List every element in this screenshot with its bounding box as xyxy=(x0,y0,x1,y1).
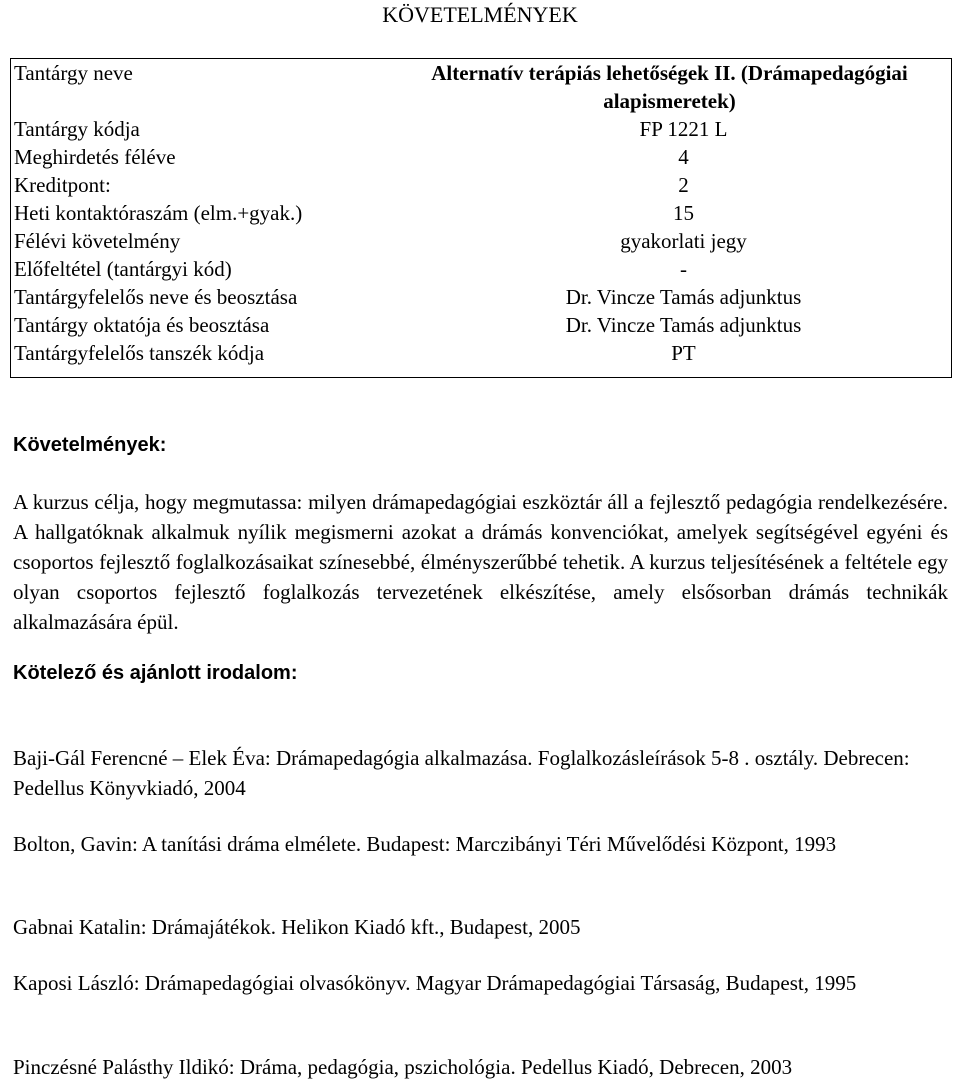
literature-item: Pinczésné Palásthy Ildikó: Dráma, pedagógia, pszichológia. Pedellus Kiadó, Debrecen, 2003 xyxy=(13,1055,793,1079)
page-title: KÖVETELMÉNYEK xyxy=(382,2,578,27)
row-value: FP 1221 L xyxy=(639,117,728,141)
table-row xyxy=(11,199,952,227)
row-value: PT xyxy=(671,341,696,365)
row-label: Előfeltétel (tantárgyi kód) xyxy=(14,257,232,281)
row-label: Kreditpont: xyxy=(14,173,111,197)
row-value: - xyxy=(680,257,687,281)
table-row xyxy=(11,171,952,199)
course-name-value: Alternatív terápiás lehetőségek II. (Drámapedagógiai alapismeretek) xyxy=(431,61,908,113)
literature-item: Gabnai Katalin: Drámajátékok. Helikon Kiadó kft., Budapest, 2005 xyxy=(13,915,581,939)
row-label: Tantárgyfelelős tanszék kódja xyxy=(14,341,265,365)
requirements-text: A kurzus célja, hogy megmutassa: milyen drámapedagógiai eszköztár áll a fejlesztő pedagógia rendelkezésére. A hallgatóknak alkalmuk nyílik megismerni azokat a drámás konvenciókat, amelyek segítségével egyéni és csoportos fejlesztő foglalkozásaikat színesebbé, élményszerűbbé tehetik. A kurzus teljesítésének a feltétele egy olyan csoportos fejlesztő foglalkozás tervezetének elkészítése, amely elsősorban drámás technikák alkalmazására épül. xyxy=(13,490,948,634)
literature-item: Baji-Gál Ferencné – Elek Éva: Drámapedagógia alkalmazása. Foglalkozásleírások 5-8 . osztály. Debrecen: Pedellus Könyvkiadó, 2004 xyxy=(13,746,910,800)
table-row xyxy=(11,143,952,171)
row-label: Meghirdetés féléve xyxy=(14,145,176,169)
table-row xyxy=(11,339,952,378)
course-info-table xyxy=(10,58,952,378)
table-row xyxy=(11,59,952,116)
row-label: Tantárgy oktatója és beosztása xyxy=(14,313,270,337)
row-label: Félévi követelmény xyxy=(14,229,181,253)
row-label: Heti kontaktóraszám (elm.+gyak.) xyxy=(14,201,303,225)
literature-item: Bolton, Gavin: A tanítási dráma elmélete. Budapest: Marczibányi Téri Művelődési Központ, 1993 xyxy=(13,832,837,856)
row-value: 4 xyxy=(678,145,689,169)
row-value: 15 xyxy=(673,201,694,225)
row-label: Tantárgyfelelős neve és beosztása xyxy=(14,285,298,309)
table-row xyxy=(11,255,952,283)
row-value: gyakorlati jegy xyxy=(620,229,747,253)
table-row xyxy=(11,311,952,339)
row-label: Tantárgy kódja xyxy=(14,117,140,141)
table-row xyxy=(11,283,952,311)
table-row xyxy=(11,227,952,255)
table-row xyxy=(11,115,952,143)
literature-heading: Kötelező és ajánlott irodalom: xyxy=(13,662,298,684)
requirements-heading: Követelmények: xyxy=(13,434,167,456)
row-value: Dr. Vincze Tamás adjunktus xyxy=(565,313,802,337)
row-label: Tantárgy neve xyxy=(14,61,133,85)
row-value: 2 xyxy=(678,173,689,197)
row-value: Dr. Vincze Tamás adjunktus xyxy=(565,285,802,309)
literature-item: Kaposi László: Drámapedagógiai olvasókönyv. Magyar Drámapedagógiai Társaság, Budapest, 1995 xyxy=(13,971,857,995)
